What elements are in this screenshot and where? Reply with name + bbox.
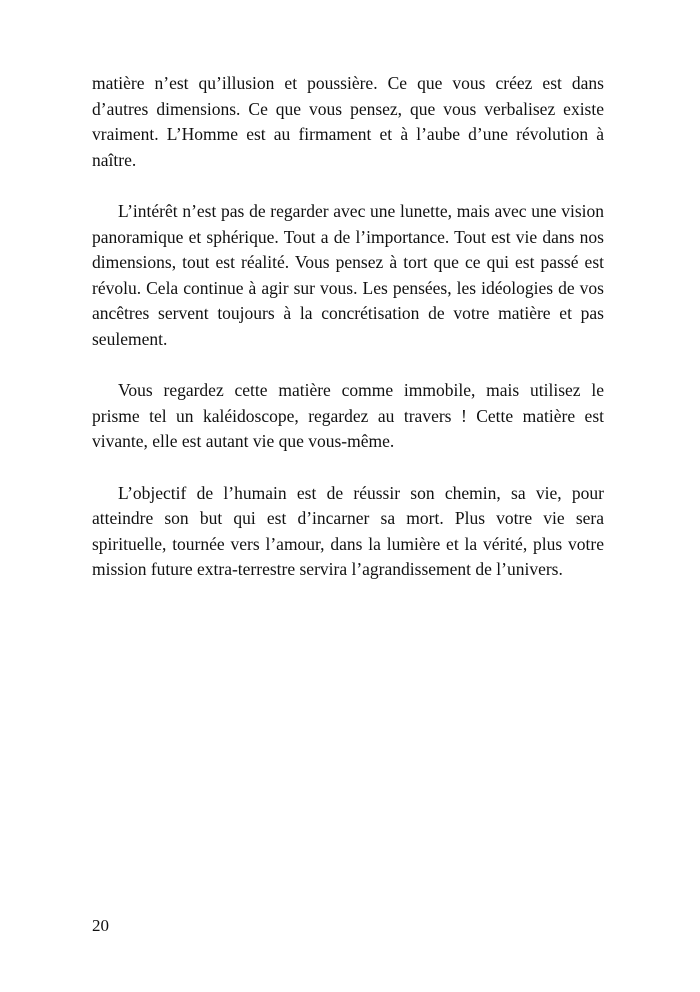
paragraph-1: matière n’est qu’illusion et poussière. Ce que vous créez est dans d’autres dimensions. Ce que vous pensez, que vous verbalisez existe vraiment. L’Homme est au firmament et à l’aube d’une révolution à naître. — [92, 73, 604, 170]
paragraph-2: L’intérêt n’est pas de regarder avec une lunette, mais avec une vision panoramique et sphérique. Tout a de l’importance. Tout est vie dans nos dimensions, tout est réalité. Vous pensez à tort que ce qui est passé est révolu. Cela continue à agir sur vous. Les pensées, les idéologies de vos ancêtres servent toujours à la concrétisation de votre matière et pas seulement. — [92, 201, 604, 349]
page-number: 20 — [92, 916, 109, 935]
paragraph-4: L’objectif de l’humain est de réussir son chemin, sa vie, pour atteindre son but qui est d’incarner sa mort. Plus votre vie sera spirituelle, tournée vers l’amour, dans la lumière et la vérité, plus votre mission future extra-terrestre servira l’agrandissement de l’univers. — [92, 482, 604, 579]
paragraph-3: Vous regardez cette matière comme immobile, mais utilisez le prisme tel un kaléidoscope, regardez au travers ! Cette matière est vivante, elle est autant vie que vous-même. — [92, 380, 604, 451]
page-body — [92, 71, 604, 609]
